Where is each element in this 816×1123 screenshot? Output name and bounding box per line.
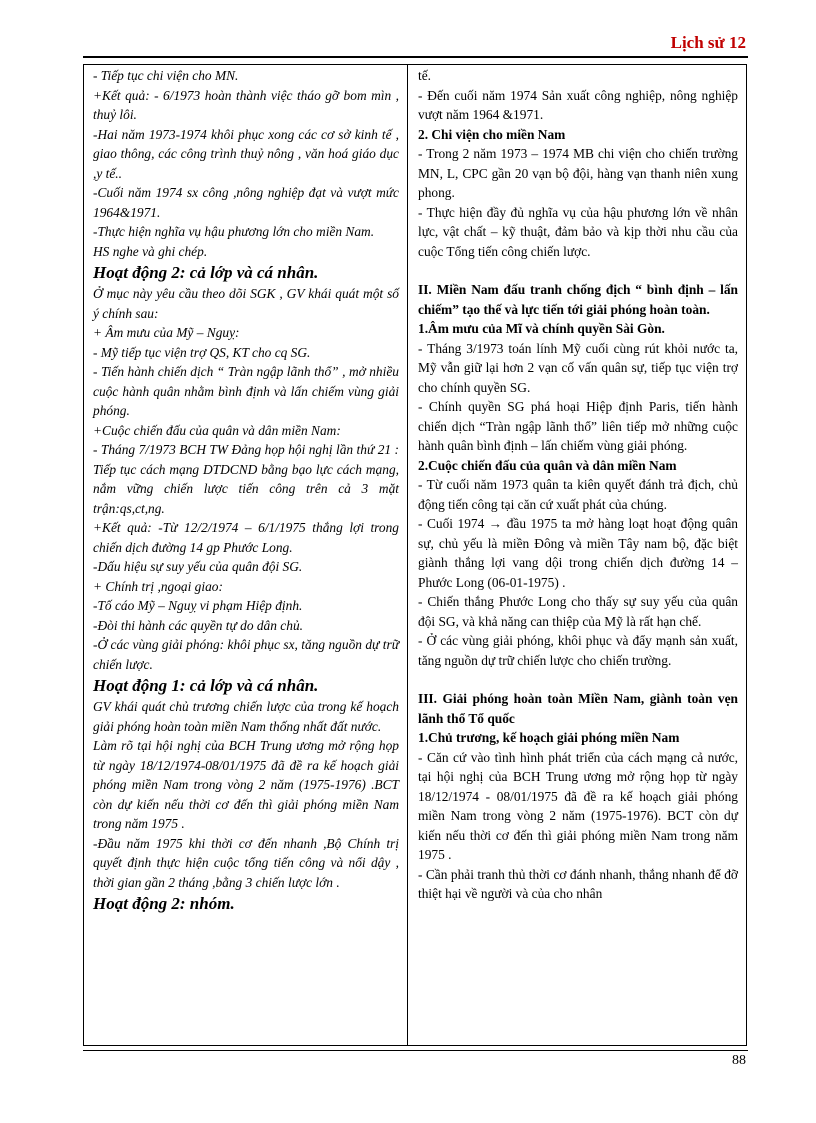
paragraph: - Tháng 7/1973 BCH TW Đảng họp hội nghị lần thứ 21 : Tiếp tục cách mạng DTDCND bằng bạo lực cách mạng, nắm vững chiến lược tiến công trên cả 3 mặt trận:qs,ct,ng. bbox=[93, 442, 399, 516]
paragraph: HS nghe và ghi chép. bbox=[93, 243, 208, 259]
paragraph: -Hai năm 1973-1974 khôi phục xong các cơ sở kinh tế , giao thông, các công trình thuỷ nông , văn hoá giáo dục ,y tế.. bbox=[93, 126, 399, 181]
paragraph: - Tiến hành chiến dịch “ Tràn ngập lãnh thổ” , mở nhiều cuộc hành quân nhằm bình định và lấn chiếm vùng giải phóng. bbox=[93, 364, 399, 418]
paragraph: - Cuối 1974 → đầu 1975 ta mở hàng loạt hoạt động quân sự, chủ yếu là miền Đông và miền Tây nam bộ, đặc biệt giành thắng lợi vang dội trong chiến dịch đường 14 – Phước Long (06-01-1975) . bbox=[418, 516, 738, 590]
paragraph: -Thực hiện nghĩa vụ hậu phương lớn cho miền Nam. bbox=[93, 224, 375, 239]
paragraph: -Đầu năm 1975 khi thời cơ đến nhanh ,Bộ Chính trị quyết định thực hiện cuộc tổng tiến công và nổi dậy , thời gian gần 2 tháng ,bằng 3 chiến lược lớn . bbox=[93, 835, 399, 890]
paragraph: -Dấu hiệu sự suy yếu của quân đội SG. bbox=[93, 559, 303, 574]
paragraph: -Ở các vùng giải phóng: khôi phục sx, tăng nguồn dự trữ chiến lược. bbox=[93, 637, 399, 672]
paragraph: - Trong 2 năm 1973 – 1974 MB chi viện cho chiến trường MN, L, CPC gần 20 vạn bộ đội, hàng vạn thanh niên xung phong. bbox=[418, 146, 738, 200]
paragraph: +Cuộc chiến đấu của quân và dân miền Nam: bbox=[93, 422, 341, 438]
section-heading: 1.Chủ trương, kế hoạch giải phóng miền Nam bbox=[418, 730, 680, 745]
paragraph: GV khái quát chủ trương chiến lược của trong kế hoạch giải phóng hoàn toàn miền Nam thống nhất đất nước. bbox=[93, 699, 399, 734]
paragraph: +Kết quả: -Từ 12/2/1974 – 6/1/1975 thắng lợi trong chiến dịch đường 14 gp Phước Long. bbox=[93, 520, 399, 555]
paragraph: Làm rõ tại hội nghị của BCH Trung ương mở rộng họp từ ngày 18/12/1974-08/01/1975 đã đề ra kế hoạch giải phóng miền Nam trong vòng 2 năm (1975-1976) .BCT còn dự kiến nếu thời cơ đến thì giải phóng miền Nam trong năm 1975 . bbox=[93, 738, 399, 831]
paragraph: - Mỹ tiếp tục viện trợ QS, KT cho cq SG. bbox=[93, 344, 311, 360]
section-heading: 1.Âm mưu của Mĩ và chính quyền Sài Gòn. bbox=[418, 321, 665, 336]
paragraph: - Chiến thắng Phước Long cho thấy sự suy yếu của quân đội SG, và khả năng can thiệp của Mỹ là rất hạn chế. bbox=[418, 594, 738, 629]
header-rule bbox=[83, 56, 748, 58]
section-heading: 2. Chi viện cho miền Nam bbox=[418, 126, 566, 142]
paragraph: - Chính quyền SG phá hoại Hiệp định Paris, tiến hành chiến dịch “Tràn ngập lãnh thổ” liên tiếp mở những cuộc hành quân bình định – lấn chiếm vùng giải phóng. bbox=[418, 399, 738, 453]
paragraph: -Đòi thi hành các quyền tự do dân chủ. bbox=[93, 617, 303, 633]
section-heading: III. Giải phóng hoàn toàn Miền Nam, giành toàn vẹn lãnh thổ Tổ quốc bbox=[418, 691, 738, 726]
paragraph: + Âm mưu của Mỹ – Nguỵ: bbox=[93, 325, 240, 340]
section-heading: 2.Cuộc chiến đấu của quân và dân miền Nam bbox=[418, 457, 677, 473]
lesson-table bbox=[83, 64, 747, 1046]
paragraph: - Thực hiện đầy đủ nghĩa vụ của hậu phương lớn về nhân lực, vật chất – kỹ thuật, đảm bảo và kịp thời nhu cầu của cuộc Tổng tiến công chiến lược. bbox=[418, 204, 738, 259]
lesson-content-column bbox=[408, 65, 746, 1045]
paragraph: + Chính trị ,ngoại giao: bbox=[93, 578, 223, 594]
paragraph: - Tiếp tục chi viện cho MN. bbox=[93, 68, 239, 83]
paragraph: - Tháng 3/1973 toán lính Mỹ cuối cùng rút khỏi nước ta, Mỹ vẫn giữ lại hơn 2 vạn cố vấn quân sự, tiếp tục viện trợ cho chính quyền SG. bbox=[418, 340, 738, 395]
spacer bbox=[418, 261, 738, 280]
activity-heading: Hoạt động 2: cả lớp và cá nhân. bbox=[93, 263, 319, 282]
spacer bbox=[418, 670, 738, 689]
activity-heading: Hoạt động 1: cả lớp và cá nhân. bbox=[93, 676, 319, 695]
paragraph: - Căn cứ vào tình hình phát triển của cách mạng cả nước, tại hội nghị của BCH Trung ương mở rộng họp từ ngày 18/12/1974 - 08/01/1975 đã đề ra kế hoạch giải phóng miền Nam trong vòng 2 năm (1975-1976). BCT còn dự kiến nếu thời cơ đến thì giải phóng miền Nam trong năm 1975 . bbox=[418, 749, 738, 862]
page-header-title: Lịch sử 12 bbox=[670, 33, 746, 52]
paragraph: -Cuối năm 1974 sx công ,nông nghiệp đạt và vượt mức 1964&1971. bbox=[93, 185, 399, 220]
paragraph: Ở mục này yêu cầu theo dõi SGK , GV khái quát một số ý chính sau: bbox=[93, 286, 399, 321]
paragraph: -Tố cáo Mỹ – Nguỵ vi phạm Hiệp định. bbox=[93, 598, 303, 613]
teacher-student-activities-column bbox=[84, 65, 408, 1045]
section-heading: II. Miền Nam đấu tranh chống địch “ bình định – lấn chiếm” tạo thế và lực tiến tới giải phóng hoàn toàn. bbox=[418, 282, 738, 317]
paragraph: - Cần phải tranh thủ thời cơ đánh nhanh, thắng nhanh để đỡ thiệt hại về người và của cho nhân bbox=[418, 866, 738, 901]
paragraph: - Ở các vùng giải phóng, khôi phục và đẩy mạnh sản xuất, tăng nguồn dự trữ chiến lược cho chiến trường. bbox=[418, 633, 738, 668]
paragraph: tế. bbox=[418, 68, 432, 83]
activity-heading: Hoạt động 2: nhóm. bbox=[93, 894, 235, 913]
paragraph: - Từ cuối năm 1973 quân ta kiên quyết đánh trả địch, chủ động tiến công tại căn cứ xuất phát của chúng. bbox=[418, 477, 738, 512]
footer-rule bbox=[83, 1050, 748, 1051]
page-number: 88 bbox=[732, 1053, 746, 1068]
paragraph: - Đến cuối năm 1974 Sản xuất công nghiệp, nông nghiệp vượt năm 1964 &1971. bbox=[418, 87, 738, 122]
paragraph: +Kết quả: - 6/1973 hoàn thành việc tháo gỡ bom mìn , thuỷ lôi. bbox=[93, 87, 399, 122]
